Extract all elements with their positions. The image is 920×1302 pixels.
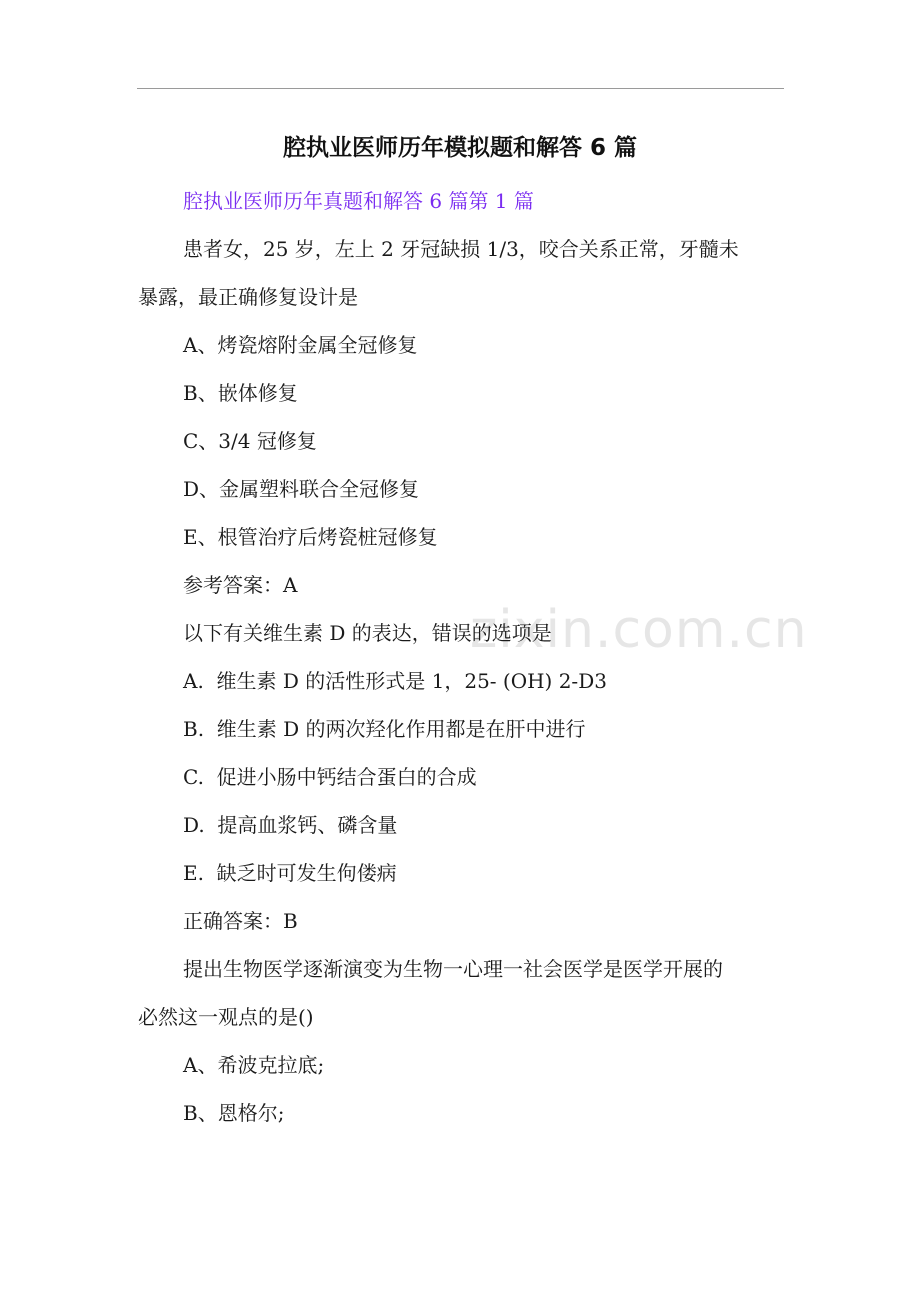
question-1-option-e: E、根管治疗后烤瓷桩冠修复 — [183, 525, 438, 549]
question-1-answer: 参考答案：A — [183, 573, 298, 597]
question-1-option-c: C、3/4 冠修复 — [183, 429, 317, 453]
question-1-stem-line-2: 暴露，最正确修复设计是 — [138, 285, 358, 309]
question-2-option-b: B. 维生素 D 的两次羟化作用都是在肝中进行 — [183, 717, 586, 741]
question-3-option-a: A、希波克拉底; — [183, 1053, 325, 1077]
question-2-option-a: A. 维生素 D 的活性形式是 1，25- (OH) 2-D3 — [183, 669, 607, 693]
question-1-option-a: A、烤瓷熔附金属全冠修复 — [183, 333, 418, 357]
question-2-answer: 正确答案：B — [183, 909, 298, 933]
question-1-stem-line-1: 患者女，25 岁，左上 2 牙冠缺损 1/3，咬合关系正常，牙髓未 — [183, 237, 739, 261]
question-2-option-d: D. 提高血浆钙、磷含量 — [183, 813, 398, 837]
question-1-option-b: B、嵌体修复 — [183, 381, 298, 405]
question-3-stem-line-1: 提出生物医学逐渐演变为生物一心理一社会医学是医学开展的 — [183, 957, 723, 981]
question-3-stem-line-2: 必然这一观点的是() — [138, 1005, 314, 1029]
question-3-option-b: B、恩格尔; — [183, 1101, 285, 1125]
question-2-option-c: C. 促进小肠中钙结合蛋白的合成 — [183, 765, 477, 789]
watermark: zixin.com.cn — [470, 600, 808, 660]
document-title: 腔执业医师历年模拟题和解答 6 篇 — [282, 135, 638, 161]
question-2-option-e: E. 缺乏时可发生佝偻病 — [183, 861, 397, 885]
question-2-stem: 以下有关维生素 D 的表达，错误的选项是 — [183, 621, 552, 645]
document-body — [138, 183, 770, 1131]
question-1-option-d: D、金属塑料联合全冠修复 — [183, 477, 420, 501]
header-rule — [137, 88, 784, 89]
section-subtitle: 腔执业医师历年真题和解答 6 篇第 1 篇 — [183, 189, 534, 213]
